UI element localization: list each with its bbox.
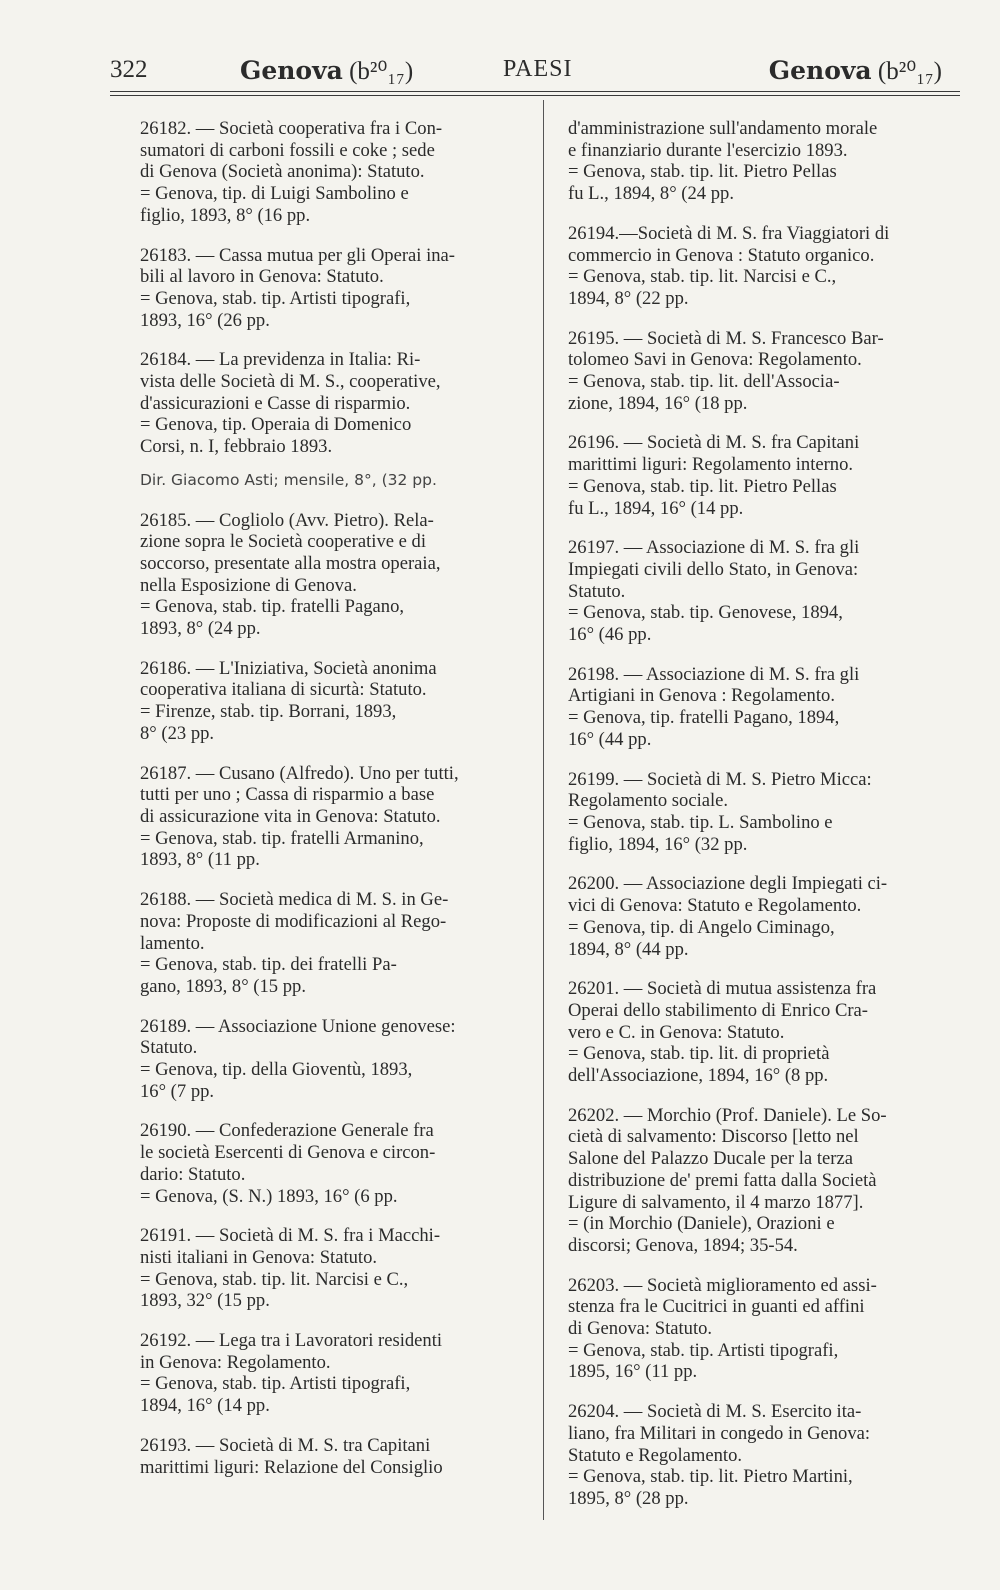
bibliography-entry xyxy=(568,1401,960,1510)
entry-line: = Genova, tip. fratelli Pagano, 1894, xyxy=(568,707,840,729)
right-title-word: Genova xyxy=(768,56,872,85)
entry-line: fu L., 1894, 8° (24 pp. xyxy=(568,183,734,205)
bibliography-entry xyxy=(140,245,528,332)
entry-line: = Genova, tip. della Gioventù, 1893, xyxy=(140,1059,413,1081)
entry-line: 26193. — Società di M. S. tra Capitani xyxy=(140,1434,431,1456)
right-title-code: (b²⁰₁₇) xyxy=(877,58,942,85)
entry-line: zione sopra le Società cooperative e di xyxy=(140,531,427,553)
entry-line: Regolamento sociale. xyxy=(568,790,729,812)
entry-line: Statuto e Regolamento. xyxy=(568,1444,743,1466)
left-title-word: Genova xyxy=(240,56,343,85)
entry-line: Corsi, n. I, febbraio 1893. xyxy=(140,436,333,458)
entry-line: = Genova, stab. tip. fratelli Armanino, xyxy=(140,827,424,849)
entry-line: vero e C. in Genova: Statuto. xyxy=(568,1021,785,1043)
entry-line: 16° (46 pp. xyxy=(568,624,652,646)
entry-line: Operai dello stabilimento di Enrico Cra- xyxy=(568,999,868,1021)
entry-line: dario: Statuto. xyxy=(140,1163,246,1185)
entry-line: d'amministrazione sull'andamento morale xyxy=(568,118,878,139)
bibliography-entry xyxy=(568,118,960,205)
bibliography-entry xyxy=(140,1330,528,1417)
entry-line: vista delle Società di M. S., cooperative, xyxy=(140,371,441,393)
bibliography-entry xyxy=(140,510,528,640)
entry-line: discorsi; Genova, 1894; 35-54. xyxy=(568,1234,798,1256)
entry-line: 26194.—Società di M. S. fra Viaggiatori di xyxy=(568,222,890,244)
entry-line: Impiegati civili dello Stato, in Genova: xyxy=(568,558,859,580)
entry-line: 26190. — Confederazione Generale fra xyxy=(140,1120,434,1142)
left-running-title xyxy=(240,56,413,86)
bibliography-entry xyxy=(140,1225,528,1312)
entry-line: = Genova, stab. tip. Artisti tipografi, xyxy=(568,1339,839,1361)
entry-line: 1895, 8° (28 pp. xyxy=(568,1487,689,1509)
entry-line: sumatori di carboni fossili e coke ; sede xyxy=(140,139,435,161)
entry-line: = Genova, stab. tip. Artisti tipografi, xyxy=(140,287,411,309)
page-header xyxy=(110,48,960,90)
entry-line: Statuto. xyxy=(140,1037,198,1059)
entry-line: 16° (44 pp. xyxy=(568,728,652,750)
entry-line: marittimi liguri: Relazione del Consiglio xyxy=(140,1456,443,1478)
entry-line: = (in Morchio (Daniele), Orazioni e xyxy=(568,1213,835,1235)
entry-line: 26184. — La previdenza in Italia: Ri- xyxy=(140,349,421,371)
entry-line: di Genova (Società anonima): Statuto. xyxy=(140,161,425,183)
entry-line: = Genova, stab. tip. lit. Pietro Pellas xyxy=(568,475,837,497)
entry-line: di Genova: Statuto. xyxy=(568,1318,713,1340)
entry-line: Salone del Palazzo Ducale per la terza xyxy=(568,1148,853,1170)
entry-line: 26186. — L'Iniziativa, Società anonima xyxy=(140,657,437,679)
entry-line: cietà di salvamento: Discorso [letto nel xyxy=(568,1126,859,1148)
entry-line: 26188. — Società medica di M. S. in Ge- xyxy=(140,889,449,911)
entry-line: 1893, 32° (15 pp. xyxy=(140,1290,270,1312)
entry-line: 26191. — Società di M. S. fra i Macchi- xyxy=(140,1225,441,1247)
bibliography-entry xyxy=(568,432,960,519)
bibliography-entry xyxy=(568,328,960,415)
entry-line: tolomeo Savi in Genova: Regolamento. xyxy=(568,349,862,371)
entry-line: le società Esercenti di Genova e circon- xyxy=(140,1142,436,1164)
entry-line: marittimi liguri: Regolamento interno. xyxy=(568,454,854,476)
bibliography-entry xyxy=(568,223,960,310)
entry-line: = Genova, stab. tip. Genovese, 1894, xyxy=(568,602,843,624)
entry-line: = Genova, stab. tip. lit. Narcisi e C., xyxy=(140,1268,409,1290)
entry-line: = Genova, stab. tip. lit. dell'Associa- xyxy=(568,371,840,393)
bibliography-entry xyxy=(140,763,528,872)
entry-line: 26183. — Cassa mutua per gli Operai ina- xyxy=(140,244,455,266)
header-rule-top xyxy=(110,91,960,92)
entry-line: = Genova, stab. tip. lit. Pietro Martini, xyxy=(568,1466,853,1488)
entry-line: nisti italiani in Genova: Statuto. xyxy=(140,1246,378,1268)
bibliography-entry xyxy=(568,537,960,646)
entry-line: 26195. — Società di M. S. Francesco Bar- xyxy=(568,327,884,349)
bibliography-entry xyxy=(140,1435,528,1478)
entry-line: 26182. — Società cooperativa fra i Con- xyxy=(140,118,443,139)
entry-line: = Genova, tip. di Luigi Sambolino e xyxy=(140,183,409,205)
center-running-title: PAESI xyxy=(503,56,573,82)
right-running-title xyxy=(769,56,942,86)
entry-line: 26200. — Associazione degli Impiegati ci- xyxy=(568,873,888,895)
bibliography-entry xyxy=(140,1016,528,1103)
entry-line: gano, 1893, 8° (15 pp. xyxy=(140,975,306,997)
entry-line: zione, 1894, 16° (18 pp. xyxy=(568,392,748,414)
entry-line: 26201. — Società di mutua assistenza fra xyxy=(568,978,877,1000)
entry-line: stenza fra le Cucitrici in guanti ed affini xyxy=(568,1296,865,1318)
entry-line: nova: Proposte di modificazioni al Rego- xyxy=(140,910,447,932)
entry-line: = Genova, stab. tip. fratelli Pagano, xyxy=(140,596,405,618)
entry-line: di assicurazione vita in Genova: Statuto. xyxy=(140,805,441,827)
bibliography-entry xyxy=(140,889,528,998)
left-column xyxy=(140,118,528,1496)
entry-line: 26192. — Lega tra i Lavoratori residenti xyxy=(140,1330,443,1352)
entry-line: 26202. — Morchio (Prof. Daniele). Le So- xyxy=(568,1104,887,1126)
entry-line: Ligure di salvamento, il 4 marzo 1877]. xyxy=(568,1191,864,1213)
entry-line: distribuzione de' premi fatta dalla Società xyxy=(568,1169,877,1191)
bibliography-entry xyxy=(140,349,528,458)
entry-line: 26185. — Cogliolo (Avv. Pietro). Rela- xyxy=(140,509,434,531)
entry-line: soccorso, presentate alla mostra operaia, xyxy=(140,552,441,574)
entry-line: = Genova, tip. Operaia di Domenico xyxy=(140,414,412,436)
entry-line: = Genova, stab. tip. lit. di proprietà xyxy=(568,1043,830,1065)
entry-line: = Genova, stab. tip. lit. Pietro Pellas xyxy=(568,161,837,183)
bibliography-entry xyxy=(568,1105,960,1257)
bibliography-entry xyxy=(568,1275,960,1384)
entry-line: d'assicurazioni e Casse di risparmio. xyxy=(140,392,411,414)
entry-line: 16° (7 pp. xyxy=(140,1080,215,1102)
entry-line: = Firenze, stab. tip. Borrani, 1893, xyxy=(140,701,397,723)
entry-line: = Genova, stab. tip. Artisti tipografi, xyxy=(140,1373,411,1395)
bibliography-entry xyxy=(140,1120,528,1207)
entry-line: figlio, 1893, 8° (16 pp. xyxy=(140,204,311,226)
entry-line: tutti per uno ; Cassa di risparmio a base xyxy=(140,784,435,806)
bibliography-entry xyxy=(140,658,528,745)
bibliography-entry xyxy=(140,118,528,227)
entry-line: 1894, 8° (44 pp. xyxy=(568,938,689,960)
entry-line: e finanziario durante l'esercizio 1893. xyxy=(568,139,848,161)
entry-line: 26199. — Società di M. S. Pietro Micca: xyxy=(568,768,872,790)
entry-line: 1894, 16° (14 pp. xyxy=(140,1395,270,1417)
entry-line: commercio in Genova : Statuto organico. xyxy=(568,244,875,266)
header-rule-bottom xyxy=(110,95,960,96)
right-column xyxy=(568,118,960,1528)
bibliography-entry xyxy=(568,769,960,856)
entry-line: 26204. — Società di M. S. Esercito ita- xyxy=(568,1401,862,1423)
entry-line: in Genova: Regolamento. xyxy=(140,1351,331,1373)
column-divider xyxy=(543,100,544,1520)
entry-line: = Genova, stab. tip. L. Sambolino e xyxy=(568,811,833,833)
entry-line: 1893, 16° (26 pp. xyxy=(140,309,270,331)
entry-note: Dir. Giacomo Asti; mensile, 8°, (32 pp. xyxy=(140,470,437,489)
entry-line: 26197. — Associazione di M. S. fra gli xyxy=(568,537,860,559)
entry-line: nella Esposizione di Genova. xyxy=(140,574,357,596)
entry-line: 1893, 8° (24 pp. xyxy=(140,618,261,640)
entry-line: lamento. xyxy=(140,932,205,954)
entry-line: = Genova, stab. tip. lit. Narcisi e C., xyxy=(568,266,837,288)
entry-line: vici di Genova: Statuto e Regolamento. xyxy=(568,895,862,917)
entry-line: 1895, 16° (11 pp. xyxy=(568,1361,698,1383)
entry-line: 26187. — Cusano (Alfredo). Uno per tutti, xyxy=(140,762,459,784)
entry-line: dell'Associazione, 1894, 16° (8 pp. xyxy=(568,1065,829,1087)
entry-line: fu L., 1894, 16° (14 pp. xyxy=(568,497,744,519)
entry-line: figlio, 1894, 16° (32 pp. xyxy=(568,833,748,855)
left-title-code: (b²⁰₁₇) xyxy=(349,58,414,85)
entry-line: Statuto. xyxy=(568,580,626,602)
bibliography-entry xyxy=(568,978,960,1087)
entry-line: = Genova, (S. N.) 1893, 16° (6 pp. xyxy=(140,1185,398,1207)
entry-line: 26189. — Associazione Unione genovese: xyxy=(140,1015,456,1037)
entry-line: 26198. — Associazione di M. S. fra gli xyxy=(568,663,860,685)
entry-line: = Genova, tip. di Angelo Ciminago, xyxy=(568,916,835,938)
entry-line: 26203. — Società miglioramento ed assi- xyxy=(568,1274,877,1296)
entry-line: 8° (23 pp. xyxy=(140,722,215,744)
bibliography-entry xyxy=(568,664,960,751)
entry-line: 1893, 8° (11 pp. xyxy=(140,849,260,871)
entry-line: 26196. — Società di M. S. fra Capitani xyxy=(568,432,860,454)
entry-line: cooperativa italiana di sicurtà: Statuto. xyxy=(140,679,427,701)
entry-line: liano, fra Militari in congedo in Genova: xyxy=(568,1422,871,1444)
entry-line: Artigiani in Genova : Regolamento. xyxy=(568,685,835,707)
entry-line: bili al lavoro in Genova: Statuto. xyxy=(140,266,384,288)
entry-line: = Genova, stab. tip. dei fratelli Pa- xyxy=(140,954,397,976)
bibliography-entry xyxy=(568,873,960,960)
page-number: 322 xyxy=(110,56,148,83)
entry-line: 1894, 8° (22 pp. xyxy=(568,287,689,309)
